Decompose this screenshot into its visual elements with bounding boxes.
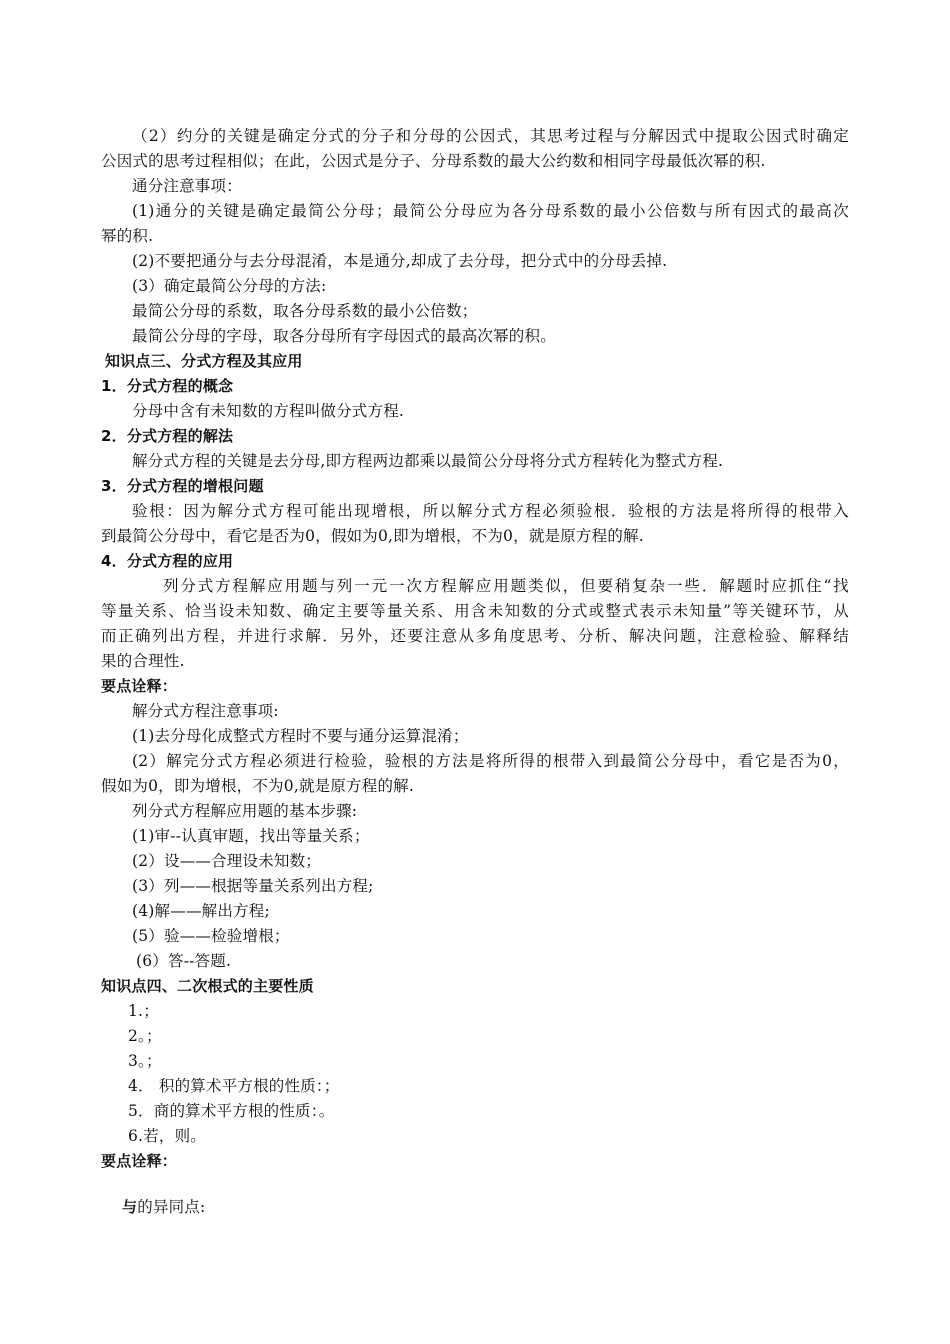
step-1: (1)审--认真审题，找出等量关系； bbox=[132, 827, 370, 845]
paragraph-3-4-line1: 列分式方程解应用题与列一元一次方程解应用题类似，但要稍复杂一些．解题时应抓住“找 bbox=[163, 577, 849, 595]
step-3: (3）列——根据等量关系列出方程; bbox=[132, 877, 374, 895]
paragraph-3-3-line2: 到最简公分母中，看它是否为0，假如为0,即为增根，不为0，就是原方程的解. bbox=[101, 527, 644, 545]
property-1: 1.； bbox=[128, 1002, 159, 1020]
property-5: 5．商的算术平方根的性质：。 bbox=[128, 1102, 335, 1120]
subheading-3-4: 4．分式方程的应用 bbox=[101, 552, 234, 570]
paragraph-3-1: 分母中含有未知数的方程叫做分式方程. bbox=[132, 402, 405, 420]
paragraph-3-4-line2: 等量关系、恰当设未知数、确定主要等量关系、用含未知数的分式或整式表示未知量”等关键环节，从 bbox=[101, 602, 849, 620]
paragraph-3-4-line3: 而正确列出方程，并进行求解．另外，还要注意从多角度思考、分析、解决问题，注意检验、解释结 bbox=[101, 627, 849, 645]
property-3: 3。； bbox=[128, 1052, 162, 1070]
tongfen-note-1-line2: 幂的积. bbox=[101, 227, 154, 245]
paragraph-yuefen-key-line1: （2）约分的关键是确定分式的分子和分母的公因式，其思考过程与分解因式中提取公因式时确定 bbox=[132, 127, 849, 145]
equation-notes-title: 解分式方程注意事项: bbox=[132, 702, 279, 720]
property-6: 6.若，则。 bbox=[128, 1127, 206, 1145]
tongfen-notes-title: 通分注意事项： bbox=[132, 177, 242, 195]
section-heading-3: 知识点三、分式方程及其应用 bbox=[105, 352, 303, 370]
subheading-3-2: 2．分式方程的解法 bbox=[101, 427, 234, 445]
equation-note-2-line2: 假如为0，即为增根，不为0,就是原方程的解. bbox=[101, 777, 414, 795]
property-2: 2。； bbox=[128, 1027, 162, 1045]
equation-note-1: (1)去分母化成整式方程时不要与通分运算混淆； bbox=[132, 727, 469, 745]
paragraph-yuefen-key-line2: 公因式的思考过程相似；在此，公因式是分子、分母系数的最大公约数和相同字母最低次幂的积. bbox=[101, 152, 766, 170]
notes-heading-4: 要点诠释： bbox=[101, 1152, 178, 1170]
section-heading-4: 知识点四、二次根式的主要性质 bbox=[101, 977, 314, 995]
paragraph-3-2: 解分式方程的关键是去分母,即方程两边都乘以最简公分母将分式方程转化为整式方程. bbox=[132, 452, 724, 470]
tongfen-note-3b: 最简公分母的字母，取各分母所有字母因式的最高次幂的积。 bbox=[132, 327, 556, 345]
tongfen-note-3: (3）确定最简公分母的方法: bbox=[132, 277, 327, 295]
step-5: (5）验——检验增根； bbox=[132, 927, 290, 945]
subheading-3-3: 3．分式方程的增根问题 bbox=[101, 477, 264, 495]
paragraph-3-3-line1: 验根：因为解分式方程可能出现增根，所以解分式方程必须验根．验根的方法是将所得的根带入 bbox=[132, 502, 849, 520]
step-6: (6）答--答题. bbox=[136, 952, 232, 970]
tongfen-note-2: (2)不要把通分与去分母混淆，本是通分,却成了去分母，把分式中的分母丢掉. bbox=[132, 252, 668, 270]
equation-note-2-line1: (2）解完分式方程必须进行检验，验根的方法是将所得的根带入到最简公分母中，看它是否为0， bbox=[132, 752, 849, 770]
similarity-rest: 的异同点: bbox=[137, 1198, 206, 1216]
paragraph-3-4-line4: 果的合理性. bbox=[101, 652, 185, 670]
tongfen-note-1-line1: (1)通分的关键是确定最简公分母；最简公分母应为各分母系数的最小公倍数与所有因式的最高次 bbox=[132, 202, 849, 220]
subheading-3-1: 1．分式方程的概念 bbox=[101, 377, 234, 395]
tongfen-note-3a: 最简公分母的系数，取各分母系数的最小公倍数； bbox=[132, 302, 478, 320]
similarity-line bbox=[122, 1196, 205, 1218]
similarity-yu-char: 与 bbox=[122, 1198, 138, 1216]
property-4: 4． 积的算术平方根的性质：； bbox=[128, 1077, 340, 1095]
notes-heading-3: 要点诠释： bbox=[101, 677, 178, 695]
steps-title: 列分式方程解应用题的基本步骤: bbox=[132, 802, 358, 820]
step-4: (4)解——解出方程; bbox=[132, 902, 270, 920]
step-2: (2）设——合理设未知数； bbox=[132, 852, 322, 870]
